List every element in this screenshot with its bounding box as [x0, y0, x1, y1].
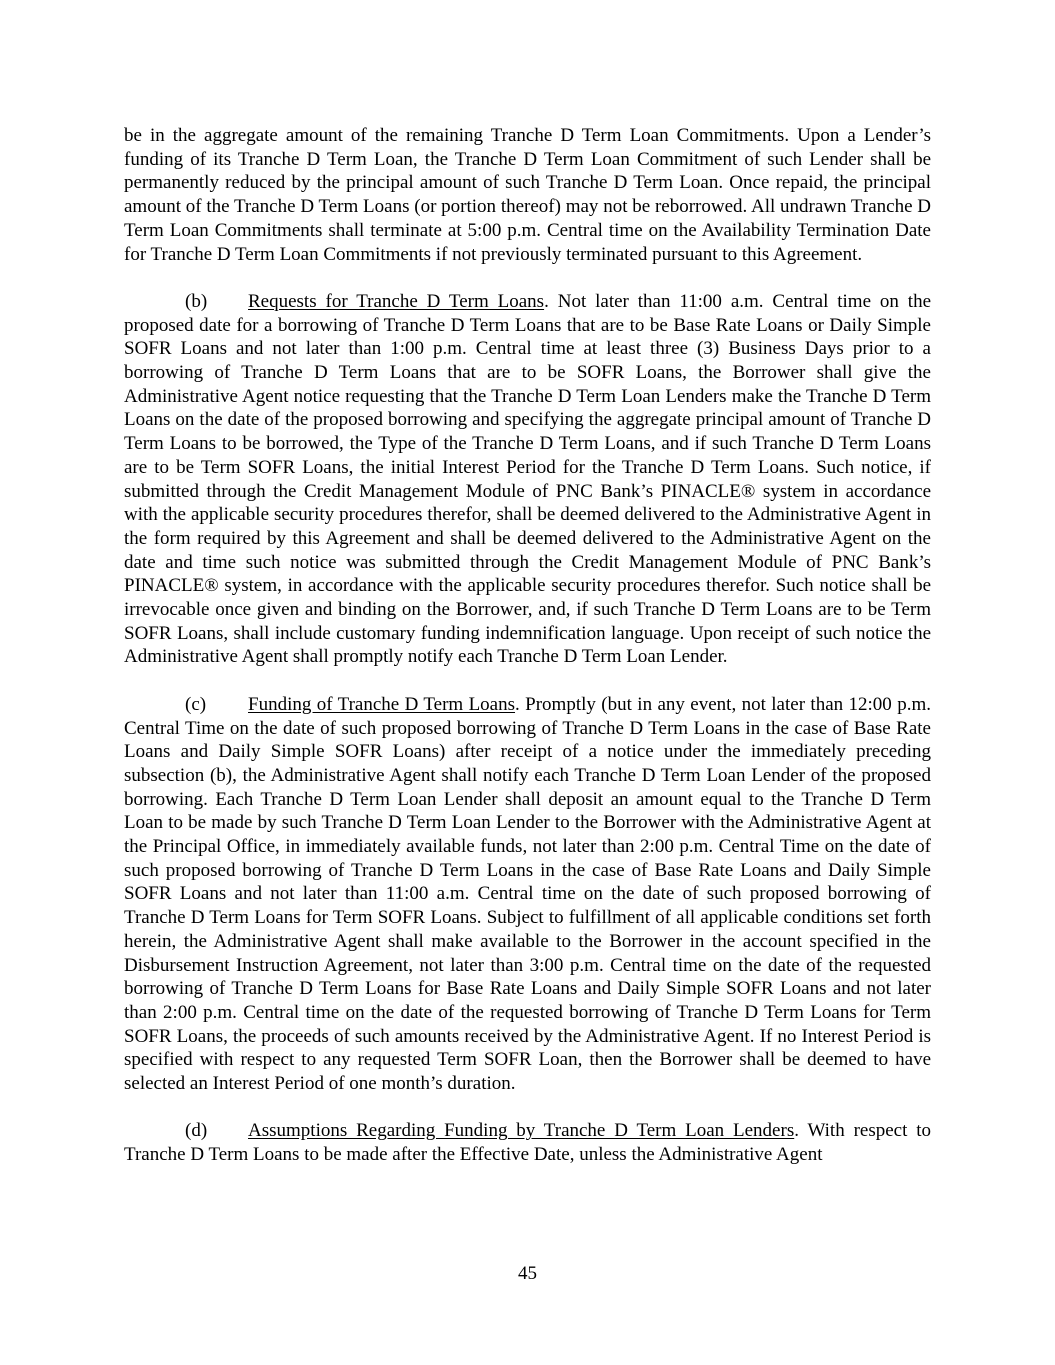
paragraph-b: [124, 290, 931, 669]
paragraph-d: [124, 1119, 931, 1166]
paragraph-heading: Requests for Tranche D Term Loans: [248, 290, 545, 312]
paragraph-marker: (b): [185, 290, 208, 312]
paragraph-marker: (c): [185, 693, 207, 715]
paragraph-body: be in the aggregate amount of the remaining Tranche D Term Loan Commitments. Upon a Lender’s funding of its Tranche D Term Loan, the Tranche D Term Loan Commitment of such Lender shall be permanently reduced by the principal amount of such Tranche D Term Loan. Once repaid, the principal amount of the Tranche D Term Loans (or portion thereof) may not be reborrowed. All undrawn Tranche D Term Loan Commitments shall terminate at 5:00 p.m. Central time on the Availability Termination Date for Tranche D Term Loan Commitments if not previously terminated pursuant to this Agreement.: [124, 125, 931, 265]
paragraph-c: [124, 693, 931, 1096]
paragraph-continuation: [124, 124, 931, 266]
paragraph-marker: (d): [185, 1120, 208, 1142]
paragraph-body: . With respect to Tranche D Term Loans to be made after the Effective Date, unless the Administrative Agent: [124, 1120, 931, 1166]
paragraph-body: . Not later than 11:00 a.m. Central time on the proposed date for a borrowing of Tranche D Term Loans that are to be Base Rate Loans or Daily Simple SOFR Loans and not later than 1:00 p.m. Central time at least three (3) Business Days prior to a borrowing of Tranche D Term Loans that are to be SOFR Loans, the Borrower shall give the Administrative Agent notice requesting that the Tranche D Term Loan Lenders make the Tranche D Term Loans on the date of the proposed borrowing and specifying the aggregate principal amount of Tranche D Term Loans to be borrowed, the Type of the Tranche D Term Loans, and if such Tranche D Term Loans are to be Term SOFR Loans, the initial Interest Period for the Tranche D Term Loans. Such notice, if submitted through the Credit Management Module of PNC Bank’s PINACLE® system in accordance with the applicable security procedures therefor, shall be deemed delivered to the Administrative Agent in the form required by this Agreement and shall be deemed delivered to the Administrative Agent on the date and time such notice was submitted through the Credit Management Module of PNC Bank’s PINACLE® system, in accordance with the applicable security procedures therefor. Such notice shall be irrevocable once given and binding on the Borrower, and, if such Tranche D Term Loans are to be Term SOFR Loans, shall include customary funding indemnification language. Upon receipt of such notice the Administrative Agent shall promptly notify each Tranche D Term Loan Lender.: [124, 290, 931, 668]
paragraph-body: . Promptly (but in any event, not later than 12:00 p.m. Central Time on the date of such proposed borrowing of Tranche D Term Loans in the case of Base Rate Loans and Daily Simple SOFR Loans) after receipt of a notice under the immediately preceding subsection (b), the Administrative Agent shall notify each Tranche D Term Loan Lender of the proposed borrowing. Each Tranche D Term Loan Lender shall deposit an amount equal to the Tranche D Term Loan to be made by such Tranche D Term Loan Lender to the Borrower with the Administrative Agent at the Principal Office, in immediately available funds, not later than 2:00 p.m. Central Time on the date of such proposed borrowing of Tranche D Term Loans in the case of Base Rate Loans and Daily Simple SOFR Loans and not later than 11:00 a.m. Central time on the date of such proposed borrowing of Tranche D Term Loans for Term SOFR Loans. Subject to fulfillment of all applicable conditions set forth herein, the Administrative Agent shall make available to the Borrower in the account specified in the Disbursement Instruction Agreement, not later than 3:00 p.m. Central time on the date of the requested borrowing of Tranche D Term Loans for Base Rate Loans and Daily Simple SOFR Loans and not later than 2:00 p.m. Central time on the date of the requested borrowing of Tranche D Term Loans for Term SOFR Loans, the proceeds of such amounts received by the Administrative Agent. If no Interest Period is specified with respect to any requested Term SOFR Loan, then the Borrower shall be deemed to have selected an Interest Period of one month’s duration.: [124, 693, 931, 1095]
document-page: [124, 124, 931, 1167]
page-number: 45: [518, 1263, 537, 1284]
paragraph-heading: Funding of Tranche D Term Loans: [248, 693, 516, 715]
paragraph-heading: Assumptions Regarding Funding by Tranche D Term Loan Lenders: [248, 1120, 795, 1142]
